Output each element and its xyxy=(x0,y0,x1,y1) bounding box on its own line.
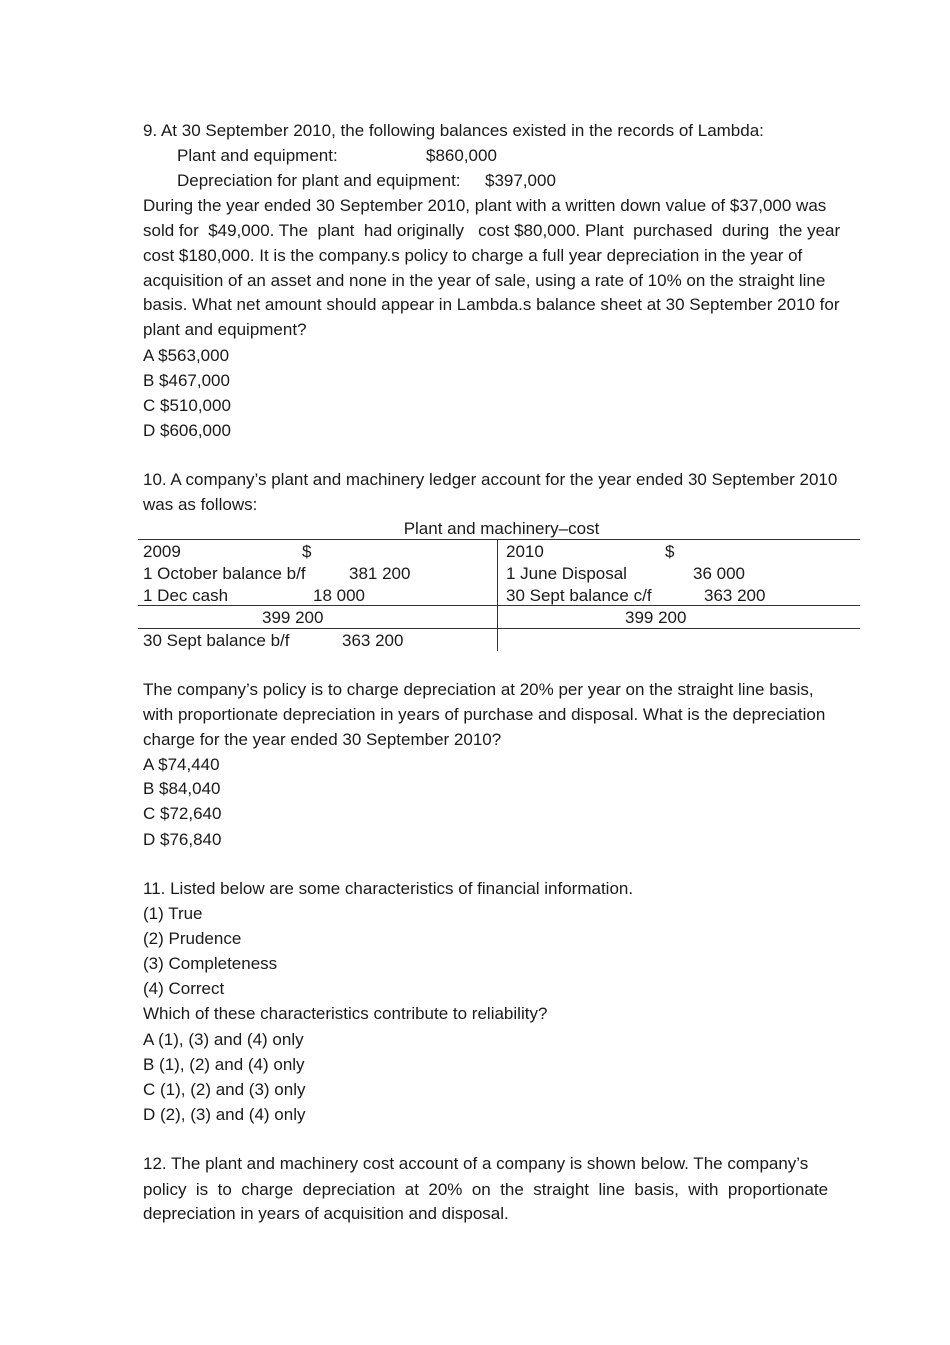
q9-body-line: acquisition of an asset and none in the year of sale, using a rate of 10% on the straight line xyxy=(143,271,826,290)
ledger-left-row-amount: 381 200 xyxy=(349,564,411,583)
ledger-left-row-amount: 18 000 xyxy=(313,586,365,605)
q9-balance-value: $397,000 xyxy=(485,171,556,190)
q10-body-line: with proportionate depreciation in years of purchase and disposal. What is the depreciation xyxy=(143,705,826,724)
q9-option-c: C $510,000 xyxy=(143,396,231,415)
q9-balance-label: Depreciation for plant and equipment: xyxy=(177,171,461,190)
q12-body-line: policy is to charge depreciation at 20% on the straight line basis, with proportionate xyxy=(143,1180,829,1199)
q9-option-d: D $606,000 xyxy=(143,421,231,440)
q10-option-c: C $72,640 xyxy=(143,804,222,823)
q11-stem: 11. Listed below are some characteristics of financial information. xyxy=(143,879,634,898)
ledger-right-row-label: 30 Sept balance c/f xyxy=(506,586,652,605)
ledger-left-row-label: 1 Dec cash xyxy=(143,586,229,605)
ledger-left-row-label: 1 October balance b/f xyxy=(143,564,306,583)
q10-option-d: D $76,840 xyxy=(143,830,222,849)
ledger-right-currency: $ xyxy=(665,542,675,561)
q9-body-line: During the year ended 30 September 2010, plant with a written down value of $37,000 was xyxy=(143,196,827,215)
q10-option-b: B $84,040 xyxy=(143,779,221,798)
q11-option-d: D (2), (3) and (4) only xyxy=(143,1105,306,1124)
q10-option-a: A $74,440 xyxy=(143,755,220,774)
q9-option-a: A $563,000 xyxy=(143,346,230,365)
ledger-center-rule xyxy=(497,539,498,651)
q11-item: (2) Prudence xyxy=(143,929,242,948)
ledger-top-rule xyxy=(138,539,860,540)
q9-body-line: cost $180,000. It is the company.s policy to charge a full year depreciation in the year of xyxy=(143,246,803,265)
q11-item: (3) Completeness xyxy=(143,954,278,973)
ledger-carried-amount: 363 200 xyxy=(342,631,404,650)
q11-option-b: B (1), (2) and (4) only xyxy=(143,1055,305,1074)
q11-item: (4) Correct xyxy=(143,979,225,998)
ledger-right-row-amount: 363 200 xyxy=(704,586,766,605)
ledger-left-year: 2009 xyxy=(143,542,181,561)
q12-body-line: 12. The plant and machinery cost account of a company is shown below. The company’s xyxy=(143,1154,809,1173)
q9-balance-value: $860,000 xyxy=(426,146,497,165)
ledger-left-total: 399 200 xyxy=(262,608,324,627)
q11-option-c: C (1), (2) and (3) only xyxy=(143,1080,306,1099)
q12-body-line: depreciation in years of acquisition and disposal. xyxy=(143,1204,509,1223)
ledger-bottom-rule xyxy=(138,628,860,629)
q10-stem-line: 10. A company’s plant and machinery ledger account for the year ended 30 September 2010 xyxy=(143,470,838,489)
ledger-right-row-label: 1 June Disposal xyxy=(506,564,627,583)
q9-body-line: sold for $49,000. The plant had originally cost $80,000. Plant purchased during the year xyxy=(143,221,841,240)
q9-stem: 9. At 30 September 2010, the following balances existed in the records of Lambda: xyxy=(143,121,764,140)
q9-body-line: plant and equipment? xyxy=(143,320,307,339)
q11-item: (1) True xyxy=(143,904,203,923)
q9-option-b: B $467,000 xyxy=(143,371,230,390)
q10-body-line: The company’s policy is to charge depreciation at 20% per year on the straight line basis, xyxy=(143,680,814,699)
ledger-right-year: 2010 xyxy=(506,542,544,561)
q10-stem-line: was as follows: xyxy=(143,495,258,514)
q11-question: Which of these characteristics contribute to reliability? xyxy=(143,1004,548,1023)
q9-balance-label: Plant and equipment: xyxy=(177,146,338,165)
ledger-carried-label: 30 Sept balance b/f xyxy=(143,631,290,650)
q9-body-line: basis. What net amount should appear in Lambda.s balance sheet at 30 September 2010 for xyxy=(143,295,840,314)
ledger-left-currency: $ xyxy=(302,542,312,561)
ledger-total-rule xyxy=(138,605,860,606)
ledger-title: Plant and machinery–cost xyxy=(403,519,600,538)
ledger-right-row-amount: 36 000 xyxy=(693,564,745,583)
q11-option-a: A (1), (3) and (4) only xyxy=(143,1030,304,1049)
q10-body-line: charge for the year ended 30 September 2010? xyxy=(143,730,502,749)
ledger-right-total: 399 200 xyxy=(625,608,687,627)
